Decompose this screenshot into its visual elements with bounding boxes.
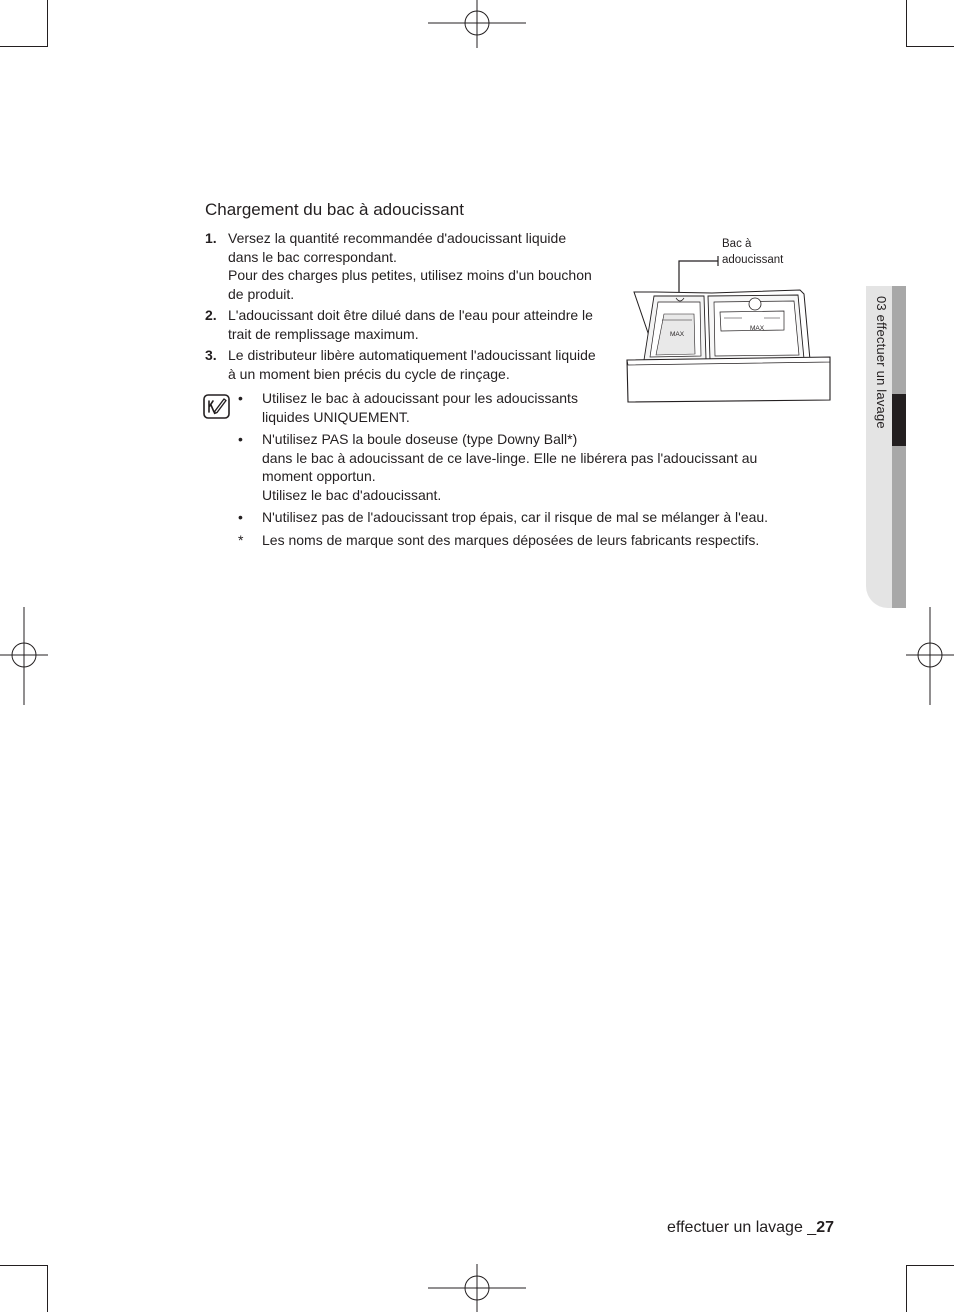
registration-mark-left [0,607,48,705]
chapter-label: 03 effectuer un lavage [874,296,889,429]
registration-mark-top [428,0,526,48]
step-text: dans le bac correspondant. [228,248,397,265]
registration-mark-bottom [428,1264,526,1312]
note-text: Les noms de marque sont des marques déposées de leurs fabricants respectifs. [262,531,760,548]
note-item [236,508,806,527]
chapter-side-bar [892,446,906,608]
step-text: Pour des charges plus petites, utilisez moins d'un bouchon [228,267,592,283]
page-number: 27 [816,1219,834,1236]
step-number: 1. [205,230,217,246]
step-text: à un moment bien précis du cycle de rinçage. [228,365,510,382]
note-item [236,531,806,550]
step-item [205,346,620,383]
registration-mark-right [906,607,954,705]
step-text: Versez la quantité recommandée d'adoucissant liquide [228,230,567,246]
step-text: Le distributeur libère automatiquement l'adoucissant liquide [228,347,596,363]
note-text: N'utilisez pas de l'adoucissant trop épais, car il risque de mal se mélanger à l'eau. [262,509,769,525]
step-text: L'adoucissant doit être dilué dans de l'eau pour atteindre le [228,307,593,323]
note-bullet: • [238,390,243,406]
step-number: 2. [205,307,217,323]
step-text: de produit. [228,285,295,302]
max-mark-right: MAX [750,325,765,332]
callout-label: Bac à [722,238,752,250]
note-bullet: • [238,431,243,447]
callout-label: adoucissant [722,254,784,266]
step-number: 3. [205,347,217,363]
chapter-side-bar [892,286,906,394]
note-text: N'utilisez PAS la boule doseuse (type Downy Ball*) [262,431,578,447]
dispenser-drawer-diagram [624,232,834,407]
crop-mark [906,0,907,47]
chapter-side-bar-active [892,394,906,446]
crop-mark [0,1265,47,1266]
max-mark-left: MAX [670,331,685,338]
note-text: moment opportun. [262,468,376,484]
note-icon [203,394,230,419]
crop-mark [907,46,954,47]
note-bullet: * [238,531,244,548]
section-title: Chargement du bac à adoucissant [205,200,464,219]
notes-list [236,389,806,553]
footer-text: effectuer un lavage _ [667,1219,817,1236]
note-text: liquides UNIQUEMENT. [262,408,410,425]
note-text: Utilisez le bac à adoucissant pour les adoucissants [262,390,578,406]
crop-mark [0,46,47,47]
page-footer [667,1218,834,1238]
step-item [205,306,620,343]
crop-mark [47,0,48,47]
note-text: Utilisez le bac d'adoucissant. [262,486,442,503]
note-item [236,430,806,504]
steps-list [205,229,620,386]
note-bullet: • [238,509,243,525]
crop-mark [906,1265,907,1312]
note-text: dans le bac à adoucissant de ce lave-linge. Elle ne libérera pas l'adoucissant au [262,449,758,466]
crop-mark [907,1265,954,1266]
crop-mark [47,1265,48,1312]
step-item [205,229,620,303]
step-text: trait de remplissage maximum. [228,325,419,342]
